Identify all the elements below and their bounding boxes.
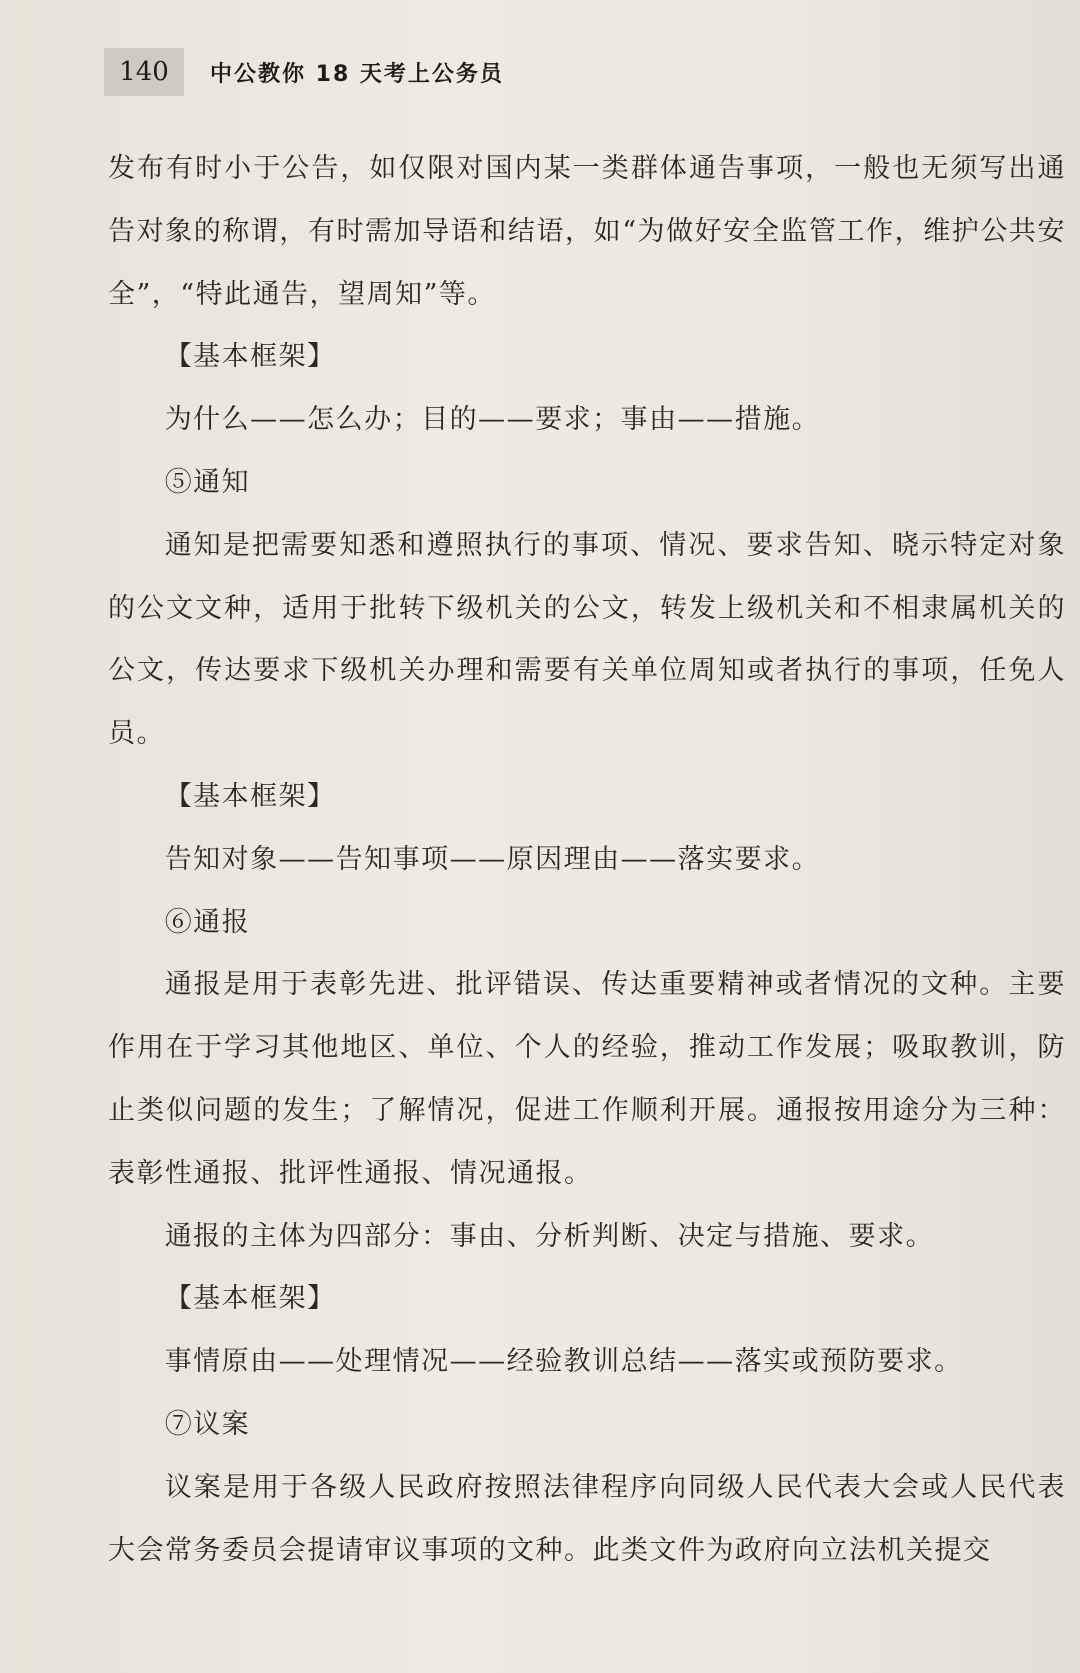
section-heading-bulletin: ⑥通报 (164, 906, 251, 938)
paragraph-continuation: 发布有时小于公告，如仅限对国内某一类群体通告事项，一般也无须写出通告对象的称谓，有时需加导语和结语，如“为做好安全监管工作，维护公共安全”，“特此通告，望周知”等。 (108, 153, 1066, 310)
page-number: 140 (104, 48, 184, 96)
paragraph-bulletin-structure: 通报的主体为四部分：事由、分析判断、决定与措施、要求。 (164, 1220, 935, 1252)
body-text (108, 138, 1066, 1582)
framework-content: 事情原由——处理情况——经验教训总结——落实或预防要求。 (164, 1346, 963, 1378)
paragraph-motion: 议案是用于各级人民政府按照法律程序向同级人民代表大会或人民代表大会常务委员会提请审议事项的文种。此类文件为政府向立法机关提交 (108, 1471, 1066, 1566)
framework-heading: 【基本框架】 (164, 780, 336, 812)
running-title: 中公教你 18 天考上公务员 (210, 61, 504, 87)
section-heading-motion: ⑦议案 (164, 1408, 251, 1440)
section-heading-notice: ⑤通知 (164, 466, 251, 498)
framework-content: 告知对象——告知事项——原因理由——落实要求。 (164, 843, 821, 875)
paragraph-notice: 通知是把需要知悉和遵照执行的事项、情况、要求告知、晓示特定对象的公文文种，适用于批转下级机关的公文，转发上级机关和不相隶属机关的公文，传达要求下级机关办理和需要有关单位周知或者执行的事项，任免人员。 (108, 529, 1066, 750)
framework-content: 为什么——怎么办；目的——要求；事由——措施。 (164, 404, 821, 436)
framework-heading: 【基本框架】 (164, 341, 336, 373)
paragraph-bulletin: 通报是用于表彰先进、批评错误、传达重要精神或者情况的文种。主要作用在于学习其他地区、单位、个人的经验，推动工作发展；吸取教训，防止类似问题的发生；了解情况，促进工作顺利开展。通报按用途分为三种：表彰性通报、批评性通报、情况通报。 (108, 969, 1066, 1189)
page-header (104, 48, 504, 96)
framework-heading: 【基本框架】 (164, 1283, 336, 1315)
